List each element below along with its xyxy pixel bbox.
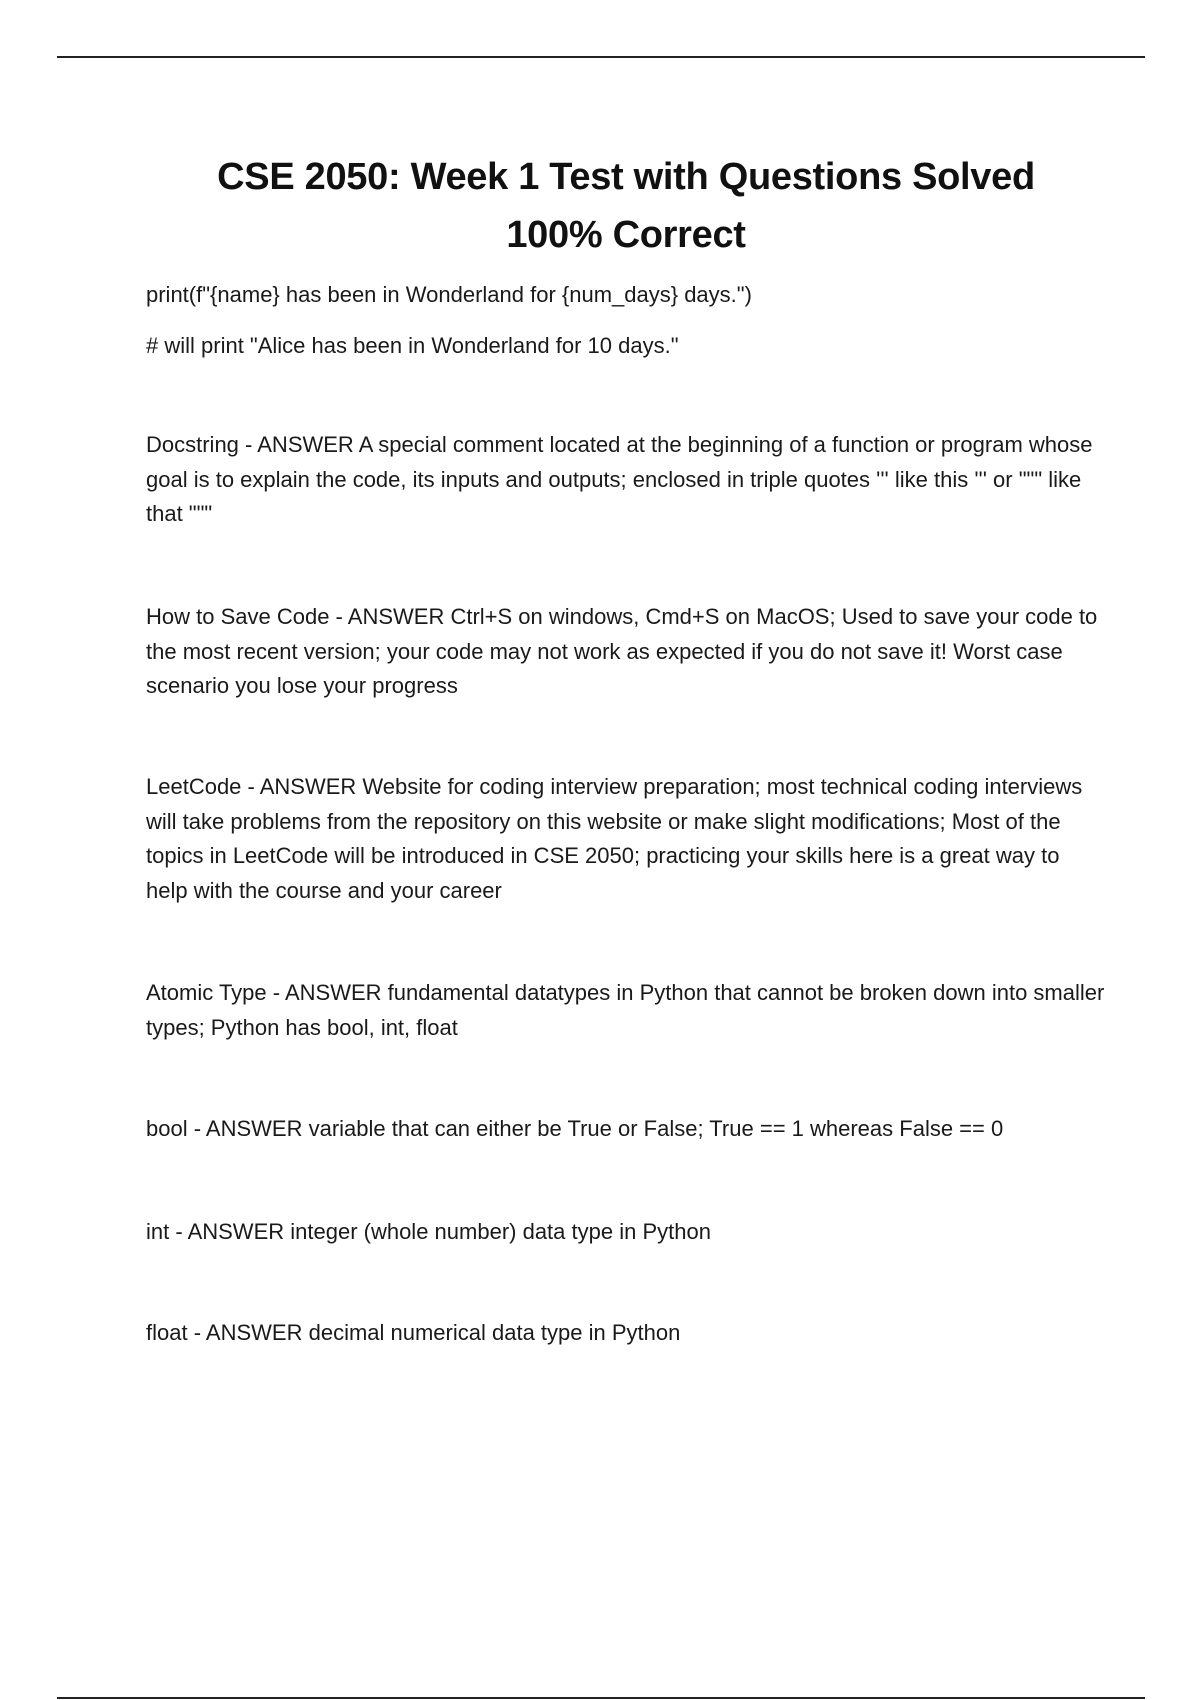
title-line-2: 100% Correct <box>506 214 746 256</box>
code-example-line-2: # will print "Alice has been in Wonderland for 10 days." <box>146 333 679 358</box>
qa-entry-atomic-type: Atomic Type - ANSWER fundamental datatypes in Python that cannot be broken down into smaller types; Python has bool, int, float <box>146 980 1105 1040</box>
code-example-line-1: print(f"{name} has been in Wonderland for {num_days} days.") <box>146 282 752 307</box>
qa-entry-int: int - ANSWER integer (whole number) data type in Python <box>146 1219 711 1244</box>
qa-entry-float: float - ANSWER decimal numerical data type in Python <box>146 1320 681 1345</box>
qa-entry-leetcode: LeetCode - ANSWER Website for coding interview preparation; most technical coding interviews will take problems from the repository on this website or make slight modifications; Most of the topics in LeetCode will be introduced in CSE 2050; practicing your skills here is a great way to help with the course and your career <box>146 774 1083 903</box>
qa-entry-save-code: How to Save Code - ANSWER Ctrl+S on windows, Cmd+S on MacOS; Used to save your code to the most recent version; your code may not work as expected if you do not save it! Worst case scenario you lose your progress <box>146 604 1098 698</box>
title-line-1: CSE 2050: Week 1 Test with Questions Solved <box>217 156 1035 198</box>
document-title <box>146 148 1106 264</box>
header-rule <box>57 56 1145 58</box>
footer-rule <box>57 1697 1145 1699</box>
qa-entry-bool: bool - ANSWER variable that can either be True or False; True == 1 whereas False == 0 <box>146 1116 1004 1141</box>
qa-entry-docstring: Docstring - ANSWER A special comment located at the beginning of a function or program whose goal is to explain the code, its inputs and outputs; enclosed in triple quotes ''' like this ''' or """ like that """ <box>146 432 1093 526</box>
